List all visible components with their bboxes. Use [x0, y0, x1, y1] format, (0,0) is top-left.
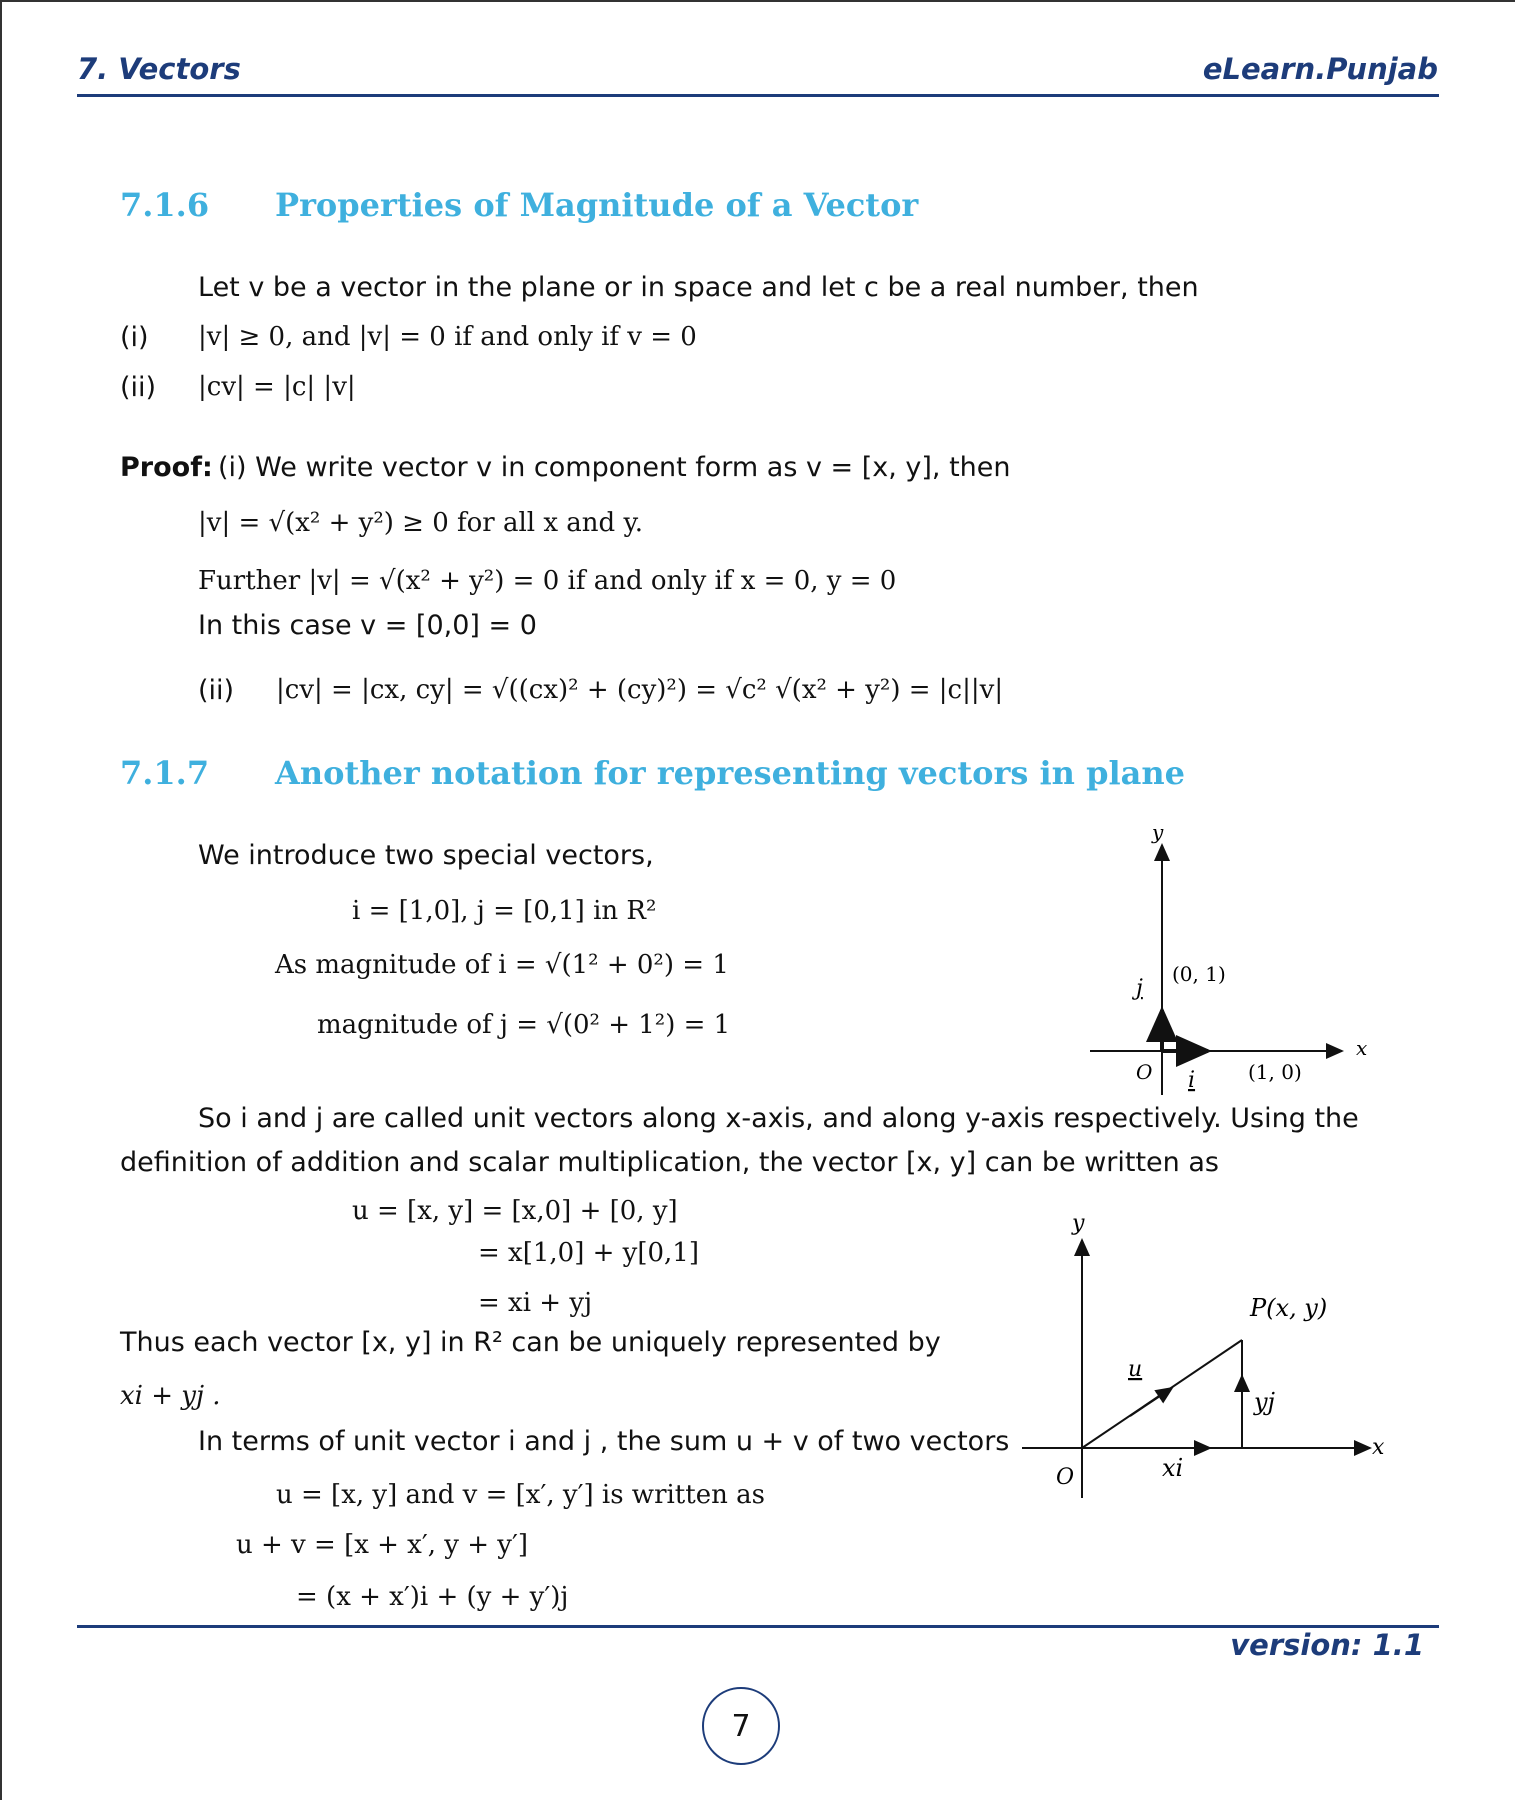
item-i-label: (i) [120, 322, 149, 353]
fig2-u-label: u [1128, 1357, 1143, 1382]
thus-text-l2: xi + yj . [120, 1381, 221, 1411]
fig1-x-label: x [1356, 1036, 1368, 1060]
sum-line-2: = (x + x′)i + (y + y′)j [296, 1582, 569, 1612]
intro-text: Let v be a vector in the plane or in space and let c be a real number, then [198, 272, 1199, 303]
unit-vector-figure [1080, 815, 1380, 1095]
fig2-y-label: y [1072, 1211, 1085, 1236]
proof-label: Proof: [120, 452, 213, 483]
fig1-point-01: (0, 1) [1172, 962, 1226, 986]
magnitude-i: As magnitude of i = √(1² + 0²) = 1 [275, 950, 729, 980]
chapter-title: 7. Vectors [77, 52, 241, 86]
section-title-717: Another notation for representing vectors in plane [275, 754, 1185, 792]
fig2-point-label: P(x, y) [1250, 1294, 1328, 1322]
fig1-j-label: j [1136, 976, 1143, 1001]
brand-label: eLearn.Punjab [1202, 52, 1438, 86]
header-rule [77, 94, 1439, 97]
uv-definition: u = [x, y] and v = [x′, y′] is written as [276, 1480, 765, 1510]
vector-components-figure [1010, 1198, 1390, 1508]
thus-text-l1: Thus each vector [x, y] in R² can be uniquely represented by [120, 1327, 941, 1358]
magnitude-j: magnitude of j = √(0² + 1²) = 1 [317, 1010, 731, 1040]
fig2-origin-label: O [1056, 1465, 1075, 1490]
proof-further-eq: Further |v| = √(x² + y²) = 0 if and only if x = 0, y = 0 [198, 566, 897, 596]
paragraph-unit-vectors-l1: So i and j are called unit vectors along x-axis, and along y-axis respectively. Using the [198, 1103, 1359, 1134]
fig2-x-label: x [1372, 1435, 1385, 1460]
section-number-716: 7.1.6 [120, 186, 210, 224]
page-number: 7 [702, 1687, 780, 1765]
version-label: version: 1.1 [1230, 1628, 1424, 1662]
item-ii-label: (ii) [120, 372, 157, 403]
property-ii: |cv| = |c| |v| [198, 372, 356, 402]
fig1-point-10: (1, 0) [1248, 1060, 1302, 1084]
unit-vectors-intro: We introduce two special vectors, [198, 840, 654, 871]
proof-i-text: (i) We write vector v in component form as v = [x, y], then [218, 452, 1011, 483]
proof-magnitude-eq: |v| = √(x² + y²) ≥ 0 for all x and y. [198, 508, 643, 538]
property-i: |v| ≥ 0, and |v| = 0 if and only if v = 0 [198, 322, 697, 352]
equation-line-3: = xi + yj [478, 1288, 593, 1318]
proof-ii-eq: |cv| = |cx, cy| = √((cx)² + (cy)²) = √c² √(x² + y²) = |c||v| [276, 675, 1004, 705]
u-vector-arrowhead [1130, 1388, 1172, 1416]
terms-text: In terms of unit vector i and j , the sum u + v of two vectors [198, 1426, 1010, 1457]
section-title-716: Properties of Magnitude of a Vector [275, 186, 919, 224]
proof-ii-label: (ii) [198, 675, 235, 706]
fig1-origin-label: O [1136, 1060, 1153, 1084]
paragraph-unit-vectors-l2: definition of addition and scalar multiplication, the vector [x, y] can be written as [120, 1147, 1219, 1178]
unit-vectors-def: i = [1,0], j = [0,1] in R² [352, 896, 657, 926]
fig1-y-label: y [1152, 820, 1164, 844]
fig1-i-label: i [1188, 1068, 1196, 1093]
fig2-xi-label: xi [1162, 1454, 1184, 1482]
equation-line-1: u = [x, y] = [x,0] + [0, y] [352, 1196, 678, 1226]
fig2-yj-label: yj [1254, 1388, 1275, 1416]
equation-line-2: = x[1,0] + y[0,1] [478, 1238, 699, 1268]
sum-line-1: u + v = [x + x′, y + y′] [236, 1530, 529, 1560]
section-number-717: 7.1.7 [120, 754, 210, 792]
proof-case-text: In this case v = [0,0] = 0 [198, 610, 537, 641]
